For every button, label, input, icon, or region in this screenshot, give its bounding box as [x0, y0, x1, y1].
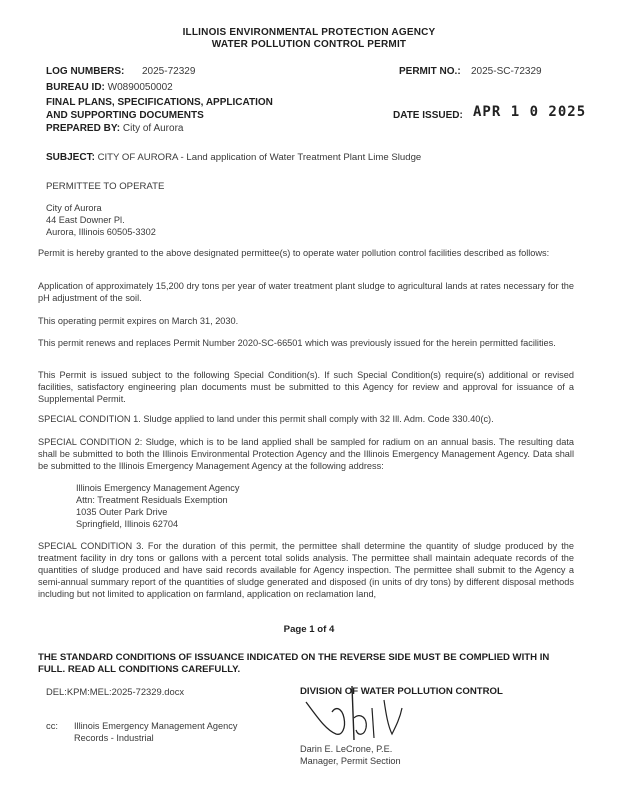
- page-indicator: Page 1 of 4: [283, 624, 335, 635]
- permit-title: WATER POLLUTION CONTROL PERMIT: [211, 39, 407, 50]
- permittee-line2: 44 East Downer Pl.: [46, 215, 125, 225]
- permittee-line3: Aurora, Illinois 60505-3302: [46, 227, 156, 237]
- prepared-by-label: PREPARED BY:: [46, 123, 121, 134]
- date-issued-stamp: APR 1 0 2025: [473, 104, 587, 120]
- log-numbers-value: 2025-72329: [142, 66, 196, 77]
- permittee-heading: PERMITTEE TO OPERATE: [46, 181, 165, 192]
- paragraph-application: Application of approximately 15,200 dry tons per year of water treatment plant sludge to agricultural lands at rates necessary for the pH adjustment of the soil.: [38, 281, 574, 303]
- signer-title: Manager, Permit Section: [300, 756, 401, 766]
- permittee-line1: City of Aurora: [46, 203, 102, 213]
- paragraph-expiration: This operating permit expires on March 31, 2030.: [38, 316, 239, 326]
- permit-no-label: PERMIT NO.:: [399, 66, 461, 77]
- final-plans-line2: AND SUPPORTING DOCUMENTS: [46, 110, 204, 121]
- iema-address-line3: 1035 Outer Park Drive: [76, 507, 168, 517]
- paragraph-renewal: This permit renews and replaces Permit Number 2020-SC-66501 which was previously issued for the herein permitted facilities.: [38, 338, 556, 348]
- bureau-id-label: BUREAU ID:: [46, 82, 105, 93]
- iema-address-line1: Illinois Emergency Management Agency: [76, 483, 240, 493]
- cc-line1: Illinois Emergency Management Agency: [74, 721, 238, 731]
- special-condition-2: SPECIAL CONDITION 2: Sludge, which is to be land applied shall be sampled for radium on an annual basis. The resulting data shall be submitted to both the Illinois Environmental Protection Agency and the Illinois Emergency Management Agency. Data shall be submitted to the Illinois Emergency Management Agency at the following address:: [38, 437, 574, 471]
- bureau-id-value: W0890050002: [107, 82, 173, 93]
- subject-text: CITY OF AURORA - Land application of Water Treatment Plant Lime Sludge: [97, 152, 422, 163]
- prepared-by-value: City of Aurora: [122, 123, 184, 134]
- standard-conditions-line2: FULL. READ ALL CONDITIONS CAREFULLY.: [38, 664, 241, 675]
- bureau-id-row: [46, 82, 173, 93]
- file-reference: DEL:KPM:MEL:2025-72329.docx: [46, 686, 185, 697]
- log-numbers-label: LOG NUMBERS:: [46, 66, 125, 77]
- special-condition-3: SPECIAL CONDITION 3. For the duration of this permit, the permittee shall determine the quantity of sludge produced by the treatment facility in dry tons or gallons with a percent total solids analysis. The permittee shall maintain adequate records of the quantities of sludge produced and have said records available for Agency inspection. The permittee shall submit to the Agency a semi-annual summary report of the quantities of sludge generated and disposed (in units of dry tons) by different disposal methods including but not limited to application on farmland, application on reclamation land,: [38, 541, 574, 599]
- cc-label: cc:: [46, 720, 58, 731]
- final-plans-line1: FINAL PLANS, SPECIFICATIONS, APPLICATION: [46, 97, 273, 108]
- subject-label: SUBJECT:: [46, 152, 95, 163]
- signature-graphic: [296, 678, 426, 746]
- standard-conditions-line1: THE STANDARD CONDITIONS OF ISSUANCE INDICATED ON THE REVERSE SIDE MUST BE COMPLIED WITH IN: [38, 652, 550, 663]
- division-name: DIVISION OF WATER POLLUTION CONTROL: [300, 686, 503, 697]
- cc-line2: Records - Industrial: [74, 733, 154, 743]
- iema-address-line2: Attn: Treatment Residuals Exemption: [76, 495, 228, 505]
- agency-title: ILLINOIS ENVIRONMENTAL PROTECTION AGENCY: [182, 27, 436, 38]
- paragraph-grant: Permit is hereby granted to the above designated permittee(s) to operate water pollution control facilities described as follows:: [38, 248, 550, 258]
- prepared-by-row: [46, 123, 183, 134]
- special-condition-1: SPECIAL CONDITION 1. Sludge applied to land under this permit shall comply with 32 Ill. Adm. Code 330.40(c).: [38, 414, 494, 424]
- iema-address-line4: Springfield, Illinois 62704: [76, 519, 179, 529]
- date-issued-label: DATE ISSUED:: [393, 110, 463, 121]
- permit-no-value: 2025-SC-72329: [471, 66, 542, 77]
- paragraph-special-conditions-intro: This Permit is issued subject to the following Special Condition(s). If such Special Condition(s) require(s) additional or revised facilities, satisfactory engineering plan documents must be submitted to this Agency for review and approval for issuance of a Supplemental Permit.: [38, 370, 574, 404]
- signer-name: Darin E. LeCrone, P.E.: [300, 744, 393, 754]
- subject-row: [46, 152, 421, 163]
